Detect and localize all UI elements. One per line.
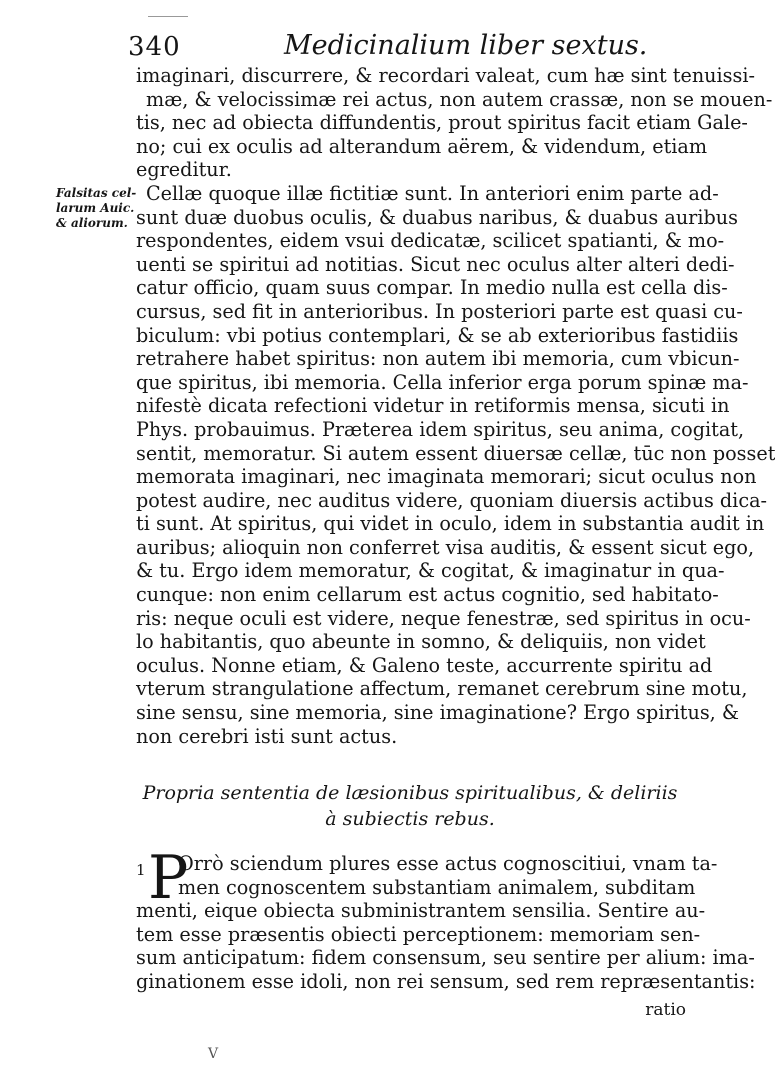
text-line: & tu. Ergo idem memoratur, & cogitat, & imaginatur in qua- xyxy=(136,559,725,583)
text-line: potest audire, nec auditus videre, quoniam diuersis actibus dica- xyxy=(136,488,767,512)
text-line: sine sensu, sine memoria, sine imaginatione? Ergo spiritus, & xyxy=(136,701,739,725)
text-line: sunt duæ duobus oculis, & duabus naribus, & duabus auribus xyxy=(136,205,738,229)
text-line: ti sunt. At spiritus, qui videt in oculo, idem in substantia audit in xyxy=(136,512,765,536)
text-line: lo habitantis, quo abeunte in somno, & deliquiis, non videt xyxy=(136,630,706,654)
page-header xyxy=(128,28,648,64)
page-number: 340 xyxy=(128,32,181,62)
text-line: Cellæ quoque illæ fictitiæ sunt. In anteriori enim parte ad- xyxy=(146,181,719,205)
section-heading xyxy=(140,780,680,832)
text-line: que spiritus, ibi memoria. Cella inferior erga porum spinæ ma- xyxy=(136,370,749,394)
text-line: respondentes, eidem vsui dedicatæ, scilicet spatianti, & mo- xyxy=(136,229,725,253)
text-line: Phys. probauimus. Præterea idem spiritus, seu anima, cogitat, xyxy=(136,417,745,441)
drop-cap-initial: P xyxy=(148,843,189,913)
text-line: tis, nec ad obiecta diffundentis, prout spiritus facit etiam Gale- xyxy=(136,111,748,135)
signature-mark: V xyxy=(208,1046,219,1062)
text-line: non cerebri isti sunt actus. xyxy=(136,724,398,748)
text-line: tem esse præsentis obiecti perceptionem: memoriam sen- xyxy=(136,922,701,946)
text-line: vterum strangulatione affectum, remanet cerebrum sine motu, xyxy=(136,677,748,701)
section-paragraph xyxy=(136,852,756,994)
text-line: retrahere habet spiritus: non autem ibi memoria, cum vbicun- xyxy=(136,347,740,371)
text-line: sum anticipatum: fidem consensum, seu sentire per alium: ima- xyxy=(136,946,755,970)
text-line: egreditur. xyxy=(136,158,232,182)
body-paragraphs xyxy=(136,64,775,748)
text-line: biculum: vbi potius contemplari, & se ab exterioribus fastidiis xyxy=(136,323,739,347)
text-line: nifestè dicata refectioni videtur in retiformis mensa, sicuti in xyxy=(136,394,730,418)
paragraph-number: 1 xyxy=(136,861,146,879)
running-title: Medicinalium liber sextus. xyxy=(284,30,648,61)
text-line: oculus. Nonne etiam, & Galeno teste, accurrente spiritu ad xyxy=(136,653,713,677)
catchword: ratio xyxy=(645,1000,686,1020)
margin-note-line: & aliorum. xyxy=(56,216,128,230)
text-line: men cognoscentem substantiam animalem, subditam xyxy=(178,875,696,899)
top-rule xyxy=(148,16,188,17)
text-line: cunque: non enim cellarum est actus cognitio, sed habitato- xyxy=(136,583,719,607)
text-line: auribus; alioquin non conferret visa auditis, & essent sicut ego, xyxy=(136,535,755,559)
text-line: uenti se spiritui ad notitias. Sicut nec oculus alter alteri dedi- xyxy=(136,252,735,276)
text-line: Orrò sciendum plures esse actus cognoscitiui, vnam ta- xyxy=(178,852,718,875)
text-line: catur officio, quam suus compar. In medio nulla est cella dis- xyxy=(136,276,728,300)
text-line: imaginari, discurrere, & recordari valeat, cum hæ sint tenuissi- xyxy=(136,64,755,87)
section-heading-line: Propria sententia de læsionibus spiritualibus, & deliriis xyxy=(142,782,678,804)
margin-note-line: Falsitas cel- xyxy=(56,186,137,200)
text-line: ris: neque oculi est videre, neque fenestræ, sed spiritus in ocu- xyxy=(136,606,751,630)
text-line: memorata imaginari, nec imaginata memorari; sicut oculus non xyxy=(136,465,757,489)
text-line: sentit, memoratur. Si autem essent diuersæ cellæ, tūc non posset xyxy=(136,441,775,465)
text-line: no; cui ex oculis ad alterandum aërem, & videndum, etiam xyxy=(136,134,708,158)
margin-note-line: larum Auic. xyxy=(56,201,135,215)
text-line: menti, eique obiecta subministrantem sensilia. Sentire au- xyxy=(136,899,706,923)
section-heading-line: à subiectis rebus. xyxy=(325,808,495,830)
text-line: mæ, & velocissimæ rei actus, non autem crassæ, non se mouen- xyxy=(146,87,773,111)
margin-note xyxy=(56,186,146,231)
text-line: ginationem esse idoli, non rei sensum, sed rem repræsentantis: xyxy=(136,969,756,993)
text-line: cursus, sed fit in anterioribus. In posteriori parte est quasi cu- xyxy=(136,299,743,323)
